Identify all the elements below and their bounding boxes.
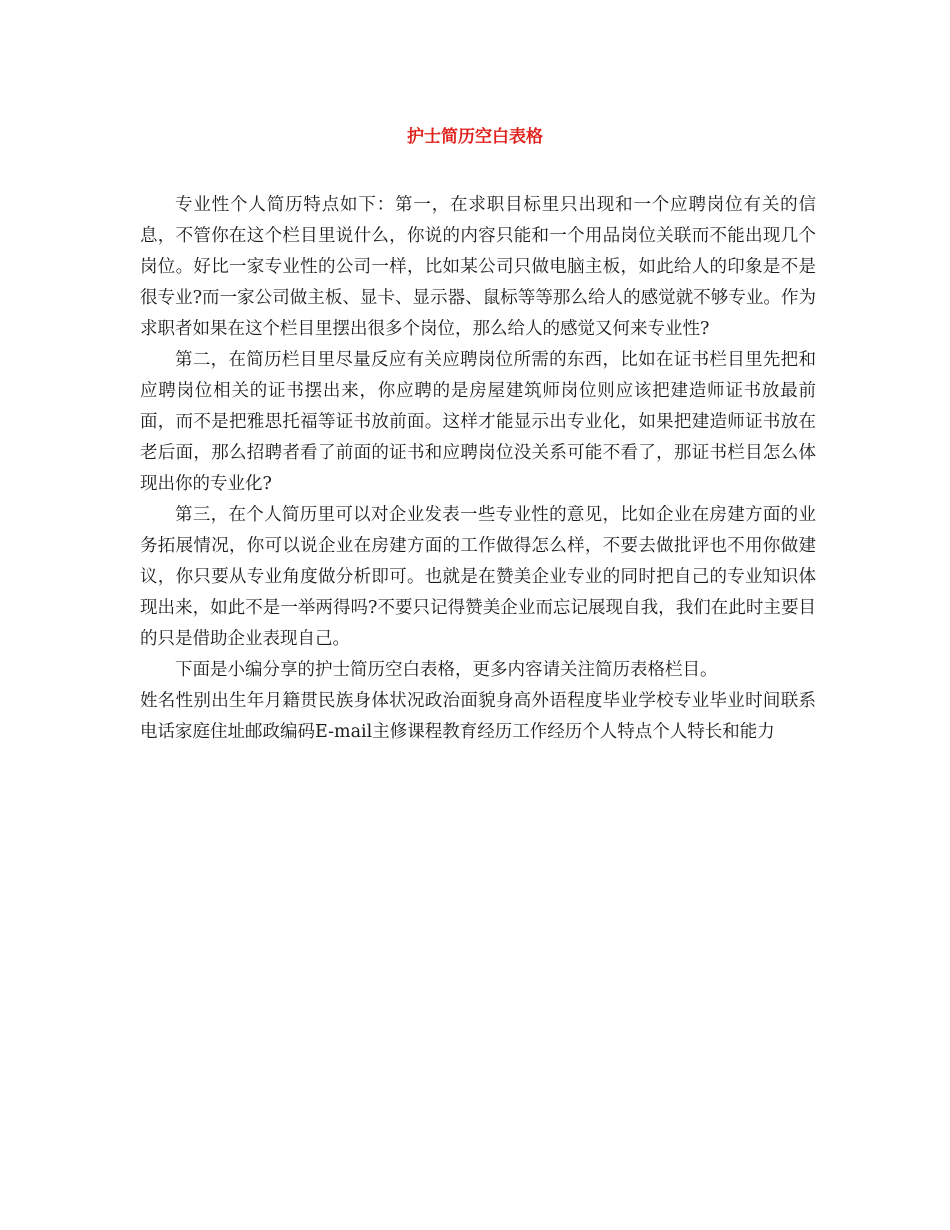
paragraph-3: 第三，在个人简历里可以对企业发表一些专业性的意见，比如企业在房建方面的业务拓展情况，你可以说企业在房建方面的工作做得怎么样，不要去做批评也不用你做建议，你只要从专业角度做分析即可。也就是在赞美企业专业的同时把自己的专业知识体现出来，如此不是一举两得吗?不要只记得赞美企业而忘记展现自我，我们在此时主要目的只是借助企业表现自己。 <box>140 505 816 649</box>
document-body <box>140 190 816 748</box>
paragraph-1: 专业性个人简历特点如下：第一，在求职目标里只出现和一个应聘岗位有关的信息，不管你在这个栏目里说什么，你说的内容只能和一个用品岗位关联而不能出现几个岗位。好比一家专业性的公司一样，比如某公司只做电脑主板，如此给人的印象是不是很专业?而一家公司做主板、显卡、显示器、鼠标等等那么给人的感觉就不够专业。作为求职者如果在这个栏目里摆出很多个岗位，那么给人的感觉又何来专业性? <box>140 195 816 339</box>
paragraph-4: 下面是小编分享的护士简历空白表格，更多内容请关注简历表格栏目。 <box>175 660 718 680</box>
paragraph-2: 第二，在简历栏目里尽量反应有关应聘岗位所需的东西，比如在证书栏目里先把和应聘岗位相关的证书摆出来，你应聘的是房屋建筑师岗位则应该把建造师证书放最前面，而不是把雅思托福等证书放前面。这样才能显示出专业化，如果把建造师证书放在老后面，那么招聘者看了前面的证书和应聘岗位没关系可能不看了，那证书栏目怎么体现出你的专业化? <box>140 350 816 494</box>
form-fields-list: 姓名性别出生年月籍贯民族身体状况政治面貌身高外语程度毕业学校专业毕业时间联系电话家庭住址邮政编码E-mail主修课程教育经历工作经历个人特点个人特长和能力 <box>140 691 816 742</box>
document-title: 护士简历空白表格 <box>407 127 543 147</box>
